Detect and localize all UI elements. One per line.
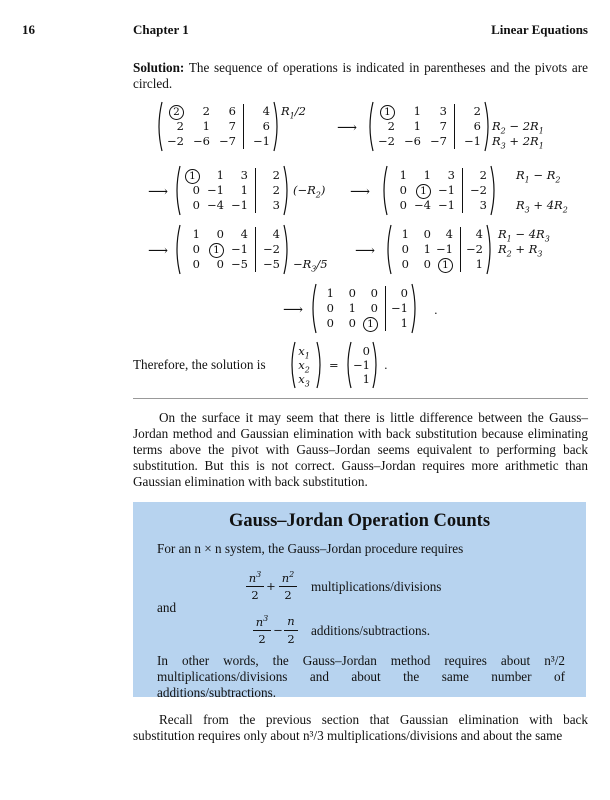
right-paren (283, 224, 291, 275)
matrix-entry: 3 (272, 198, 280, 212)
matrix-entry: 3 (447, 168, 455, 182)
pivot-circle: 2 (169, 105, 184, 120)
matrix-entry: 0 (401, 242, 409, 256)
matrix-entry: −2 (466, 242, 483, 256)
matrix-entry: 0 (192, 198, 200, 212)
matrix-entry: −6 (404, 134, 421, 148)
row-operation-label: $R_3 + 2R_1$ (492, 134, 544, 151)
pivot-circle: 1 (363, 317, 378, 332)
matrix-entry: 1 (202, 119, 210, 133)
matrix-entry: −1 (438, 183, 455, 197)
matrix-entry: 2 (202, 104, 210, 118)
vector-entry: $x_1$ (298, 344, 310, 361)
textbook-page: 16 Chapter 1 Linear Equations Solution: The sequence of operations is indicated in parentheses and the pivots are circled. 2 2 6 4 2 1 7 6 −2 −6 −7 −1 $R_1/2$ ⟶ 1 1 3 2 2 1 7 6 −2 −6 −7 −1 $R_2 - 2R_1$ $R_3 + 2R_1$ ⟶ 1 1 3 2 0 −1 1 2 0 −4 −1 3 $(-R_2)$ ⟶ 1 1 3 2 0 1 −1 −2 0 −4 −1 3 $R_1 - R_2$ $R_3 + 4R_2$ ⟶ 1 0 4 4 0 1 −1 −2 0 0 −5 −5 $-R_3/5$ ⟶ 1 0 4 4 0 1 −1 −2 0 0 1 1 $R_1 - 4R_3$ $R_2 + R_3$ ⟶ 1 0 0 0 0 1 0 −1 0 0 1 1 . Therefore, the solution is $x_1$ $x_2$ $x_3$ = 0 −1 1 . On the surface it may seem that there is little difference between the Gauss–Jordan method and Gaussian elimination with back substitution because eliminating terms above the pivot with Gauss–Jordan seems equivalent to performing back substitution. But this is not correct. Gauss–Jordan requires more arithmetic than Gaussian elimination with back substitution. Gauss–Jordan Operation Counts For an n × n system, the Gauss–Jordan procedure requires $n^3$ 2 + $n^2$ 2 multiplications/divisions and $n^3$ 2 − n 2 additions/subtractions. In other words, the Gauss–Jordan method requires about n³/2 multiplications/divisions and about the same number of additions/subtractions. Recall from the previous section that Gaussian elimination with back substitution requires only about n³/3 multiplications/divisions and about the same (22, 22, 588, 743)
matrix-entry: 7 (228, 119, 236, 133)
matrix-entry: −1 (436, 242, 453, 256)
right-paren (273, 101, 281, 152)
matrix-entry: 0 (326, 301, 334, 315)
matrix-entry: 0 (192, 242, 200, 256)
matrix-entry: −1 (464, 134, 481, 148)
matrix-entry: 1 (240, 183, 248, 197)
matrix-entry: 0 (423, 257, 431, 271)
matrix-entry: 4 (262, 104, 270, 118)
right-paren (372, 341, 380, 389)
pivot-circle: 1 (416, 184, 431, 199)
vector-entry: $x_3$ (298, 372, 310, 389)
augment-bar (462, 168, 463, 213)
matrix-entry: −1 (438, 198, 455, 212)
row-operation-label: $R_3 + 4R_2$ (516, 198, 568, 215)
box-title: Gauss–Jordan Operation Counts (228, 511, 491, 531)
paragraph-gauss-jordan-comparison: On the surface it may seem that there is little difference between the Gauss–Jordan method and Gaussian elimination with back substitution because eliminating terms above the pivot with Gauss–Jordan seems equivalent to performing back substitution. But this is not correct. Gauss–Jordan requires more arithmetic than Gaussian elimination with back substitution. (133, 410, 588, 489)
arrow-icon: ⟶ (337, 120, 358, 136)
period: . (384, 358, 388, 372)
matrix-entry: 1 (192, 227, 200, 241)
arrow-icon: ⟶ (350, 184, 371, 200)
matrix-entry: 6 (228, 104, 236, 118)
arrow-icon: ⟶ (283, 302, 304, 318)
matrix-entry: 0 (348, 286, 356, 300)
matrix-entry: 0 (216, 257, 224, 271)
divider (133, 398, 588, 399)
matrix-entry: 3 (479, 198, 487, 212)
right-paren (283, 165, 291, 216)
matrix-entry: 2 (479, 168, 487, 182)
matrix-entry: 0 (192, 257, 200, 271)
matrix-entry: 1 (401, 227, 409, 241)
vector-entry: 0 (362, 344, 370, 358)
right-paren (486, 224, 494, 275)
matrix-entry: 1 (413, 104, 421, 118)
solution-label: Solution: (133, 60, 185, 75)
matrix-entry: −2 (378, 134, 395, 148)
matrix-entry: −2 (167, 134, 184, 148)
row-operation-label: $R_2 + R_3$ (498, 242, 543, 259)
right-paren (316, 341, 324, 389)
box-summary: In other words, the Gauss–Jordan method requires about n³/2 multiplications/divisions and about the same number of additions/subtractions. (157, 653, 565, 700)
augment-bar (460, 227, 461, 272)
matrix-entry: −4 (414, 198, 431, 212)
matrix-entry: 6 (262, 119, 270, 133)
matrix-entry: 1 (326, 286, 334, 300)
solution-intro (133, 60, 588, 92)
matrix-entry: 0 (216, 227, 224, 241)
matrix-entry: −1 (207, 183, 224, 197)
matrix-entry: 0 (400, 286, 408, 300)
matrix-entry: −2 (263, 242, 280, 256)
equals-sign: = (329, 358, 339, 372)
matrix-entry (203, 242, 224, 258)
matrix-entry: 1 (423, 242, 431, 256)
section-title: Linear Equations (491, 22, 588, 37)
matrix-entry: −1 (391, 301, 408, 315)
matrix-entry: 1 (399, 168, 407, 182)
matrix-entry: 0 (348, 316, 356, 330)
matrix-entry (434, 257, 453, 273)
matrix-entry: 0 (326, 316, 334, 330)
augment-bar (385, 286, 386, 331)
matrix-entry: 3 (240, 168, 248, 182)
matrix-entry: 0 (370, 301, 378, 315)
row-operation-label: $R_1 - R_2$ (516, 168, 561, 185)
matrix-entry: 1 (413, 119, 421, 133)
row-operation-label: $-R_3/5$ (293, 257, 328, 274)
matrix-entry (161, 104, 184, 120)
augment-bar (255, 227, 256, 272)
matrix-entry: −2 (470, 183, 487, 197)
right-paren (484, 101, 492, 152)
matrix-entry: −5 (263, 257, 280, 271)
right-paren (490, 165, 498, 216)
matrix-entry: 0 (370, 286, 378, 300)
matrix-entry: 2 (176, 119, 184, 133)
matrix-entry: 4 (475, 227, 483, 241)
row-operation-label: $R_2 - 2R_1$ (492, 119, 544, 136)
right-paren (411, 283, 419, 334)
matrix-entry: 4 (445, 227, 453, 241)
matrix-entry: 6 (473, 119, 481, 133)
arrow-icon: ⟶ (148, 243, 169, 259)
matrix-entry: −7 (430, 134, 447, 148)
matrix-entry: 2 (272, 168, 280, 182)
therefore-text: Therefore, the solution is (133, 357, 266, 372)
matrix-entry (179, 168, 200, 184)
matrix-entry: −1 (253, 134, 270, 148)
matrix-entry: 0 (423, 227, 431, 241)
paragraph-recall: Recall from the previous section that Gaussian elimination with back substitution requires only about n³/3 multiplications/divisions and about the same (133, 712, 588, 743)
pivot-circle: 1 (438, 258, 453, 273)
matrix-entry: 4 (272, 227, 280, 241)
matrix-entry: 1 (216, 168, 224, 182)
period: . (434, 303, 438, 317)
solution-intro-text: The sequence of operations is indicated in parentheses and the pivots are circled. (133, 60, 588, 91)
matrix-entry: −5 (231, 257, 248, 271)
matrix-entry: −4 (207, 198, 224, 212)
matrix-entry: 2 (272, 183, 280, 197)
matrix-entry: −1 (231, 198, 248, 212)
matrix-entry: 0 (401, 257, 409, 271)
page-number: 16 (22, 22, 35, 37)
augment-bar (454, 104, 455, 149)
arrow-icon: ⟶ (355, 243, 376, 259)
matrix-entry: 2 (387, 119, 395, 133)
pivot-circle: 1 (209, 243, 224, 258)
row-operation-label: $(-R_2)$ (293, 183, 326, 200)
pivot-circle: 1 (185, 169, 200, 184)
matrix-entry (410, 183, 431, 199)
matrix-entry: −6 (193, 134, 210, 148)
row-operation-label: $R_1 - 4R_3$ (498, 227, 550, 244)
matrix-entry (372, 104, 395, 120)
add-label: additions/subtractions. (311, 623, 431, 638)
augment-bar (243, 104, 244, 149)
matrix-entry: 1 (348, 301, 356, 315)
matrix-entry: 2 (473, 104, 481, 118)
vector-entry: $x_2$ (298, 358, 310, 375)
matrix-entry: −1 (231, 242, 248, 256)
box-intro: For an n × n system, the Gauss–Jordan procedure requires (157, 541, 464, 556)
matrix-entry: −7 (219, 134, 236, 148)
and-text: and (157, 600, 177, 615)
augment-bar (255, 168, 256, 213)
pivot-circle: 1 (380, 105, 395, 120)
matrix-entry: 4 (240, 227, 248, 241)
matrix-entry: 1 (400, 316, 408, 330)
chapter-title: Chapter 1 (133, 22, 189, 37)
matrix-entry: 1 (475, 257, 483, 271)
mult-label: multiplications/divisions (311, 579, 442, 594)
vector-entry: −1 (353, 358, 370, 372)
matrix-entry: 0 (399, 198, 407, 212)
matrix-entry: 1 (423, 168, 431, 182)
matrix-entry: 0 (399, 183, 407, 197)
matrix-entry: 3 (439, 104, 447, 118)
matrix-entry (359, 316, 378, 332)
vector-entry: 1 (362, 372, 370, 386)
arrow-icon: ⟶ (148, 184, 169, 200)
matrix-entry: 0 (192, 183, 200, 197)
row-operation-label: $R_1/2$ (281, 104, 306, 121)
matrix-entry: 7 (439, 119, 447, 133)
